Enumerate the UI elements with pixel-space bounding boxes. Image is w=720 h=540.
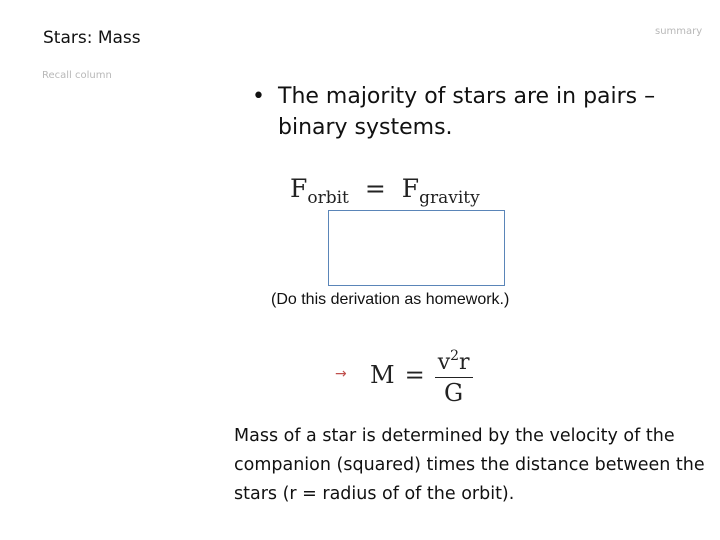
homework-note: (Do this derivation as homework.) [271,291,510,308]
bullet-text: The majority of stars are in pairs – binary systems. [278,84,656,140]
numerator-r: r [459,350,470,375]
equation-mass-numerator [435,342,473,377]
equation-orbit-gravity [290,174,480,208]
equation-orbit-rhs-subscript: gravity [419,188,480,208]
equation-orbit-operator: = [364,174,386,203]
equation-mass-denominator: G [444,379,464,407]
slide-title: Stars: Mass [43,28,141,48]
equation-orbit-lhs: F [290,174,308,203]
summary-label: summary [655,26,703,37]
bullet-point [252,81,692,143]
recall-column-label: Recall column [42,70,112,81]
mass-explanation: Mass of a star is determined by the velocity of the companion (squared) times the distance between the stars (r = radius of of the orbit). [234,426,705,504]
equation-mass [370,342,473,408]
equation-orbit-rhs: F [401,174,420,203]
equation-orbit-lhs-subscript: orbit [307,188,349,208]
numerator-v: v [437,350,451,375]
bullet-icon: • [252,84,265,109]
equation-mass-operator: = [404,361,425,389]
numerator-exponent: 2 [450,348,460,364]
arrow-right-icon: → [335,366,347,382]
equation-mass-lhs: M [370,361,395,389]
derivation-box [328,210,505,286]
equation-mass-fraction [435,342,473,408]
